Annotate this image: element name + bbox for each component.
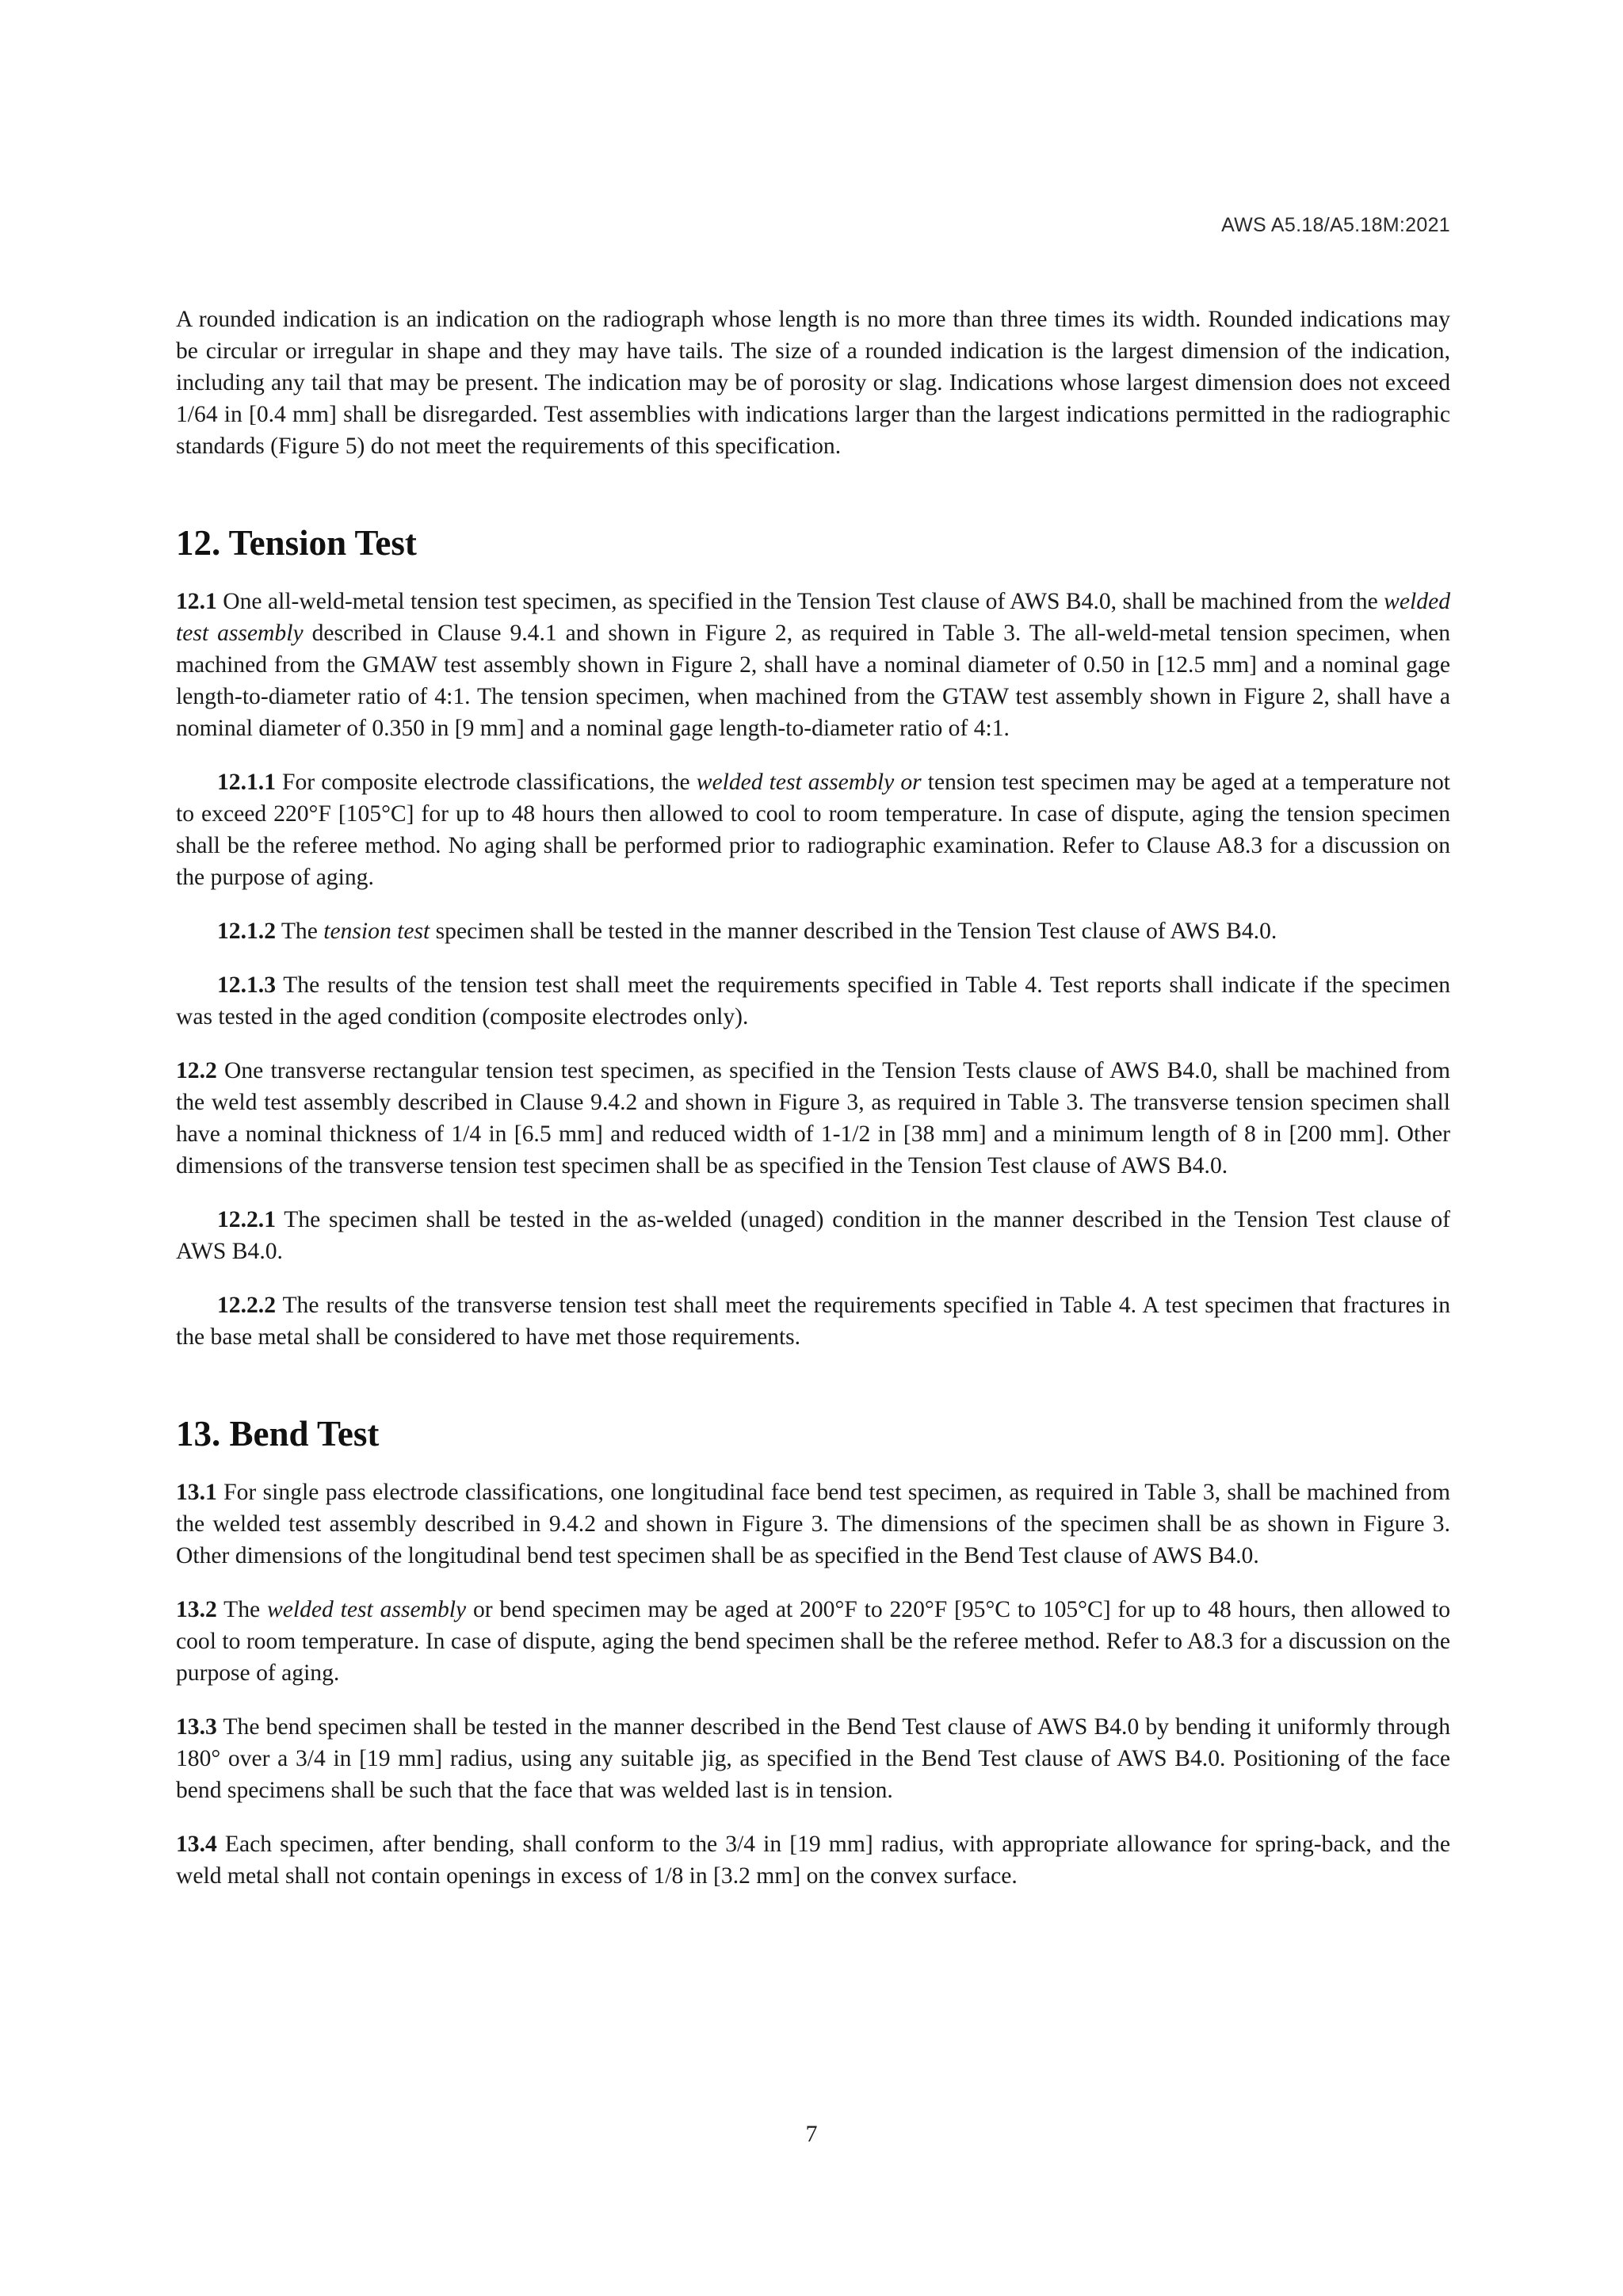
clause-12-1-2: 12.1.2 The tension test specimen shall be tested in the manner described in the Tension Test clause of AWS B4.0. [217,919,1277,944]
emphasis-term: welded test assembly [176,589,1450,646]
clause-12-1-1: 12.1.1 For composite electrode classifications, the welded test assembly or tension test specimen may be aged at a temperature not to exceed 220°F [105°C] for up to 48 hours then allowed to cool to room temperature. In case of dispute, aging the tension specimen shall be the referee method. No aging shall be performed prior to radiographic examination. Refer to Clause A8.3 for a discussion on the purpose of aging. [176,770,1451,890]
clause-number: 12.1.1 [217,770,276,795]
section-heading-tension-test: 12. Tension Test [176,523,417,563]
clause-13-2: 13.2 The welded test assembly or bend specimen may be aged at 200°F to 220°F [95°C to 105°C] for up to 48 hours, then allowed to cool to room temperature. In case of dispute, aging the bend specimen shall be the referee method. Refer to A8.3 for a discussion on the purpose of aging. [176,1597,1450,1686]
page-body [176,304,1450,1892]
clause-number: 13.3 [176,1714,217,1740]
section-heading-bend-test: 13. Bend Test [176,1414,380,1454]
running-header: AWS A5.18/A5.18M:2021 [1221,214,1450,236]
clause-12-2-2: 12.2.2 The results of the transverse tension test shall meet the requirements specified in Table 4. A test specimen that fractures in the base metal shall be considered to have met those requirements. [176,1293,1450,1350]
clause-number: 12.2 [176,1058,217,1083]
clause-number: 12.2.1 [217,1207,276,1232]
clause-12-1-3: 12.1.3 The results of the tension test shall meet the requirements specified in Table 4. Test reports shall indicate if the specimen was tested in the aged condition (composite electrodes only). [176,972,1450,1030]
emphasis-term: welded test assembly or [696,770,922,795]
clause-number: 12.1 [176,589,217,614]
clause-number: 13.4 [176,1832,217,1857]
clause-13-3: 13.3 The bend specimen shall be tested in the manner described in the Bend Test clause of AWS B4.0 by bending it uniformly through 180° over a 3/4 in [19 mm] radius, using any suitable jig, as specified in the Bend Test clause of AWS B4.0. Positioning of the face bend specimens shall be such that the face that was welded last is in tension. [176,1714,1450,1803]
clause-number: 13.1 [176,1480,217,1505]
page-number: 7 [805,2121,818,2147]
clause-12-2-1: 12.2.1 The specimen shall be tested in the as-welded (unaged) condition in the manner described in the Tension Test clause of AWS B4.0. [176,1207,1450,1264]
intro-paragraph: A rounded indication is an indication on the radiograph whose length is no more than three times its width. Rounded indications may be circular or irregular in shape and they may have tails. The size of a rounded indication is the largest dimension of the indication, including any tail that may be present. The indication may be of porosity or slag. Indications whose largest dimension does not exceed 1/64 in [0.4 mm] shall be disregarded. Test assemblies with indications larger than the largest indications permitted in the radiographic standards (Figure 5) do not meet the requirements of this specification. [176,307,1450,459]
clause-number: 12.2.2 [217,1293,276,1318]
clause-12-2: 12.2 One transverse rectangular tension test specimen, as specified in the Tension Tests clause of AWS B4.0, shall be machined from the weld test assembly described in Clause 9.4.2 and shown in Figure 3, as required in Table 3. The transverse tension specimen shall have a nominal thickness of 1/4 in [6.5 mm] and reduced width of 1-1/2 in [38 mm] and a minimum length of 8 in [200 mm]. Other dimensions of the transverse tension test specimen shall be as specified in the Tension Test clause of AWS B4.0. [176,1058,1450,1179]
clause-number: 12.1.3 [217,972,276,998]
clause-number: 12.1.2 [217,919,276,944]
clause-13-1: 13.1 For single pass electrode classifications, one longitudinal face bend test specimen, as required in Table 3, shall be machined from the welded test assembly described in 9.4.2 and shown in Figure 3. The dimensions of the specimen shall be as shown in Figure 3. Other dimensions of the longitudinal bend test specimen shall be as specified in the Bend Test clause of AWS B4.0. [176,1480,1450,1568]
clause-12-1: 12.1 One all-weld-metal tension test specimen, as specified in the Tension Test clause of AWS B4.0, shall be machined from the welded test assembly described in Clause 9.4.1 and shown in Figure 2, as required in Table 3. The all-weld-metal tension specimen, when machined from the GMAW test assembly shown in Figure 2, shall have a nominal diameter of 0.50 in [12.5 mm] and a nominal gage length-to-diameter ratio of 4:1. The tension specimen, when machined from the GTAW test assembly shown in Figure 2, shall have a nominal diameter of 0.350 in [9 mm] and a nominal gage length-to-diameter ratio of 4:1. [176,589,1450,741]
emphasis-term: welded test assembly [267,1597,467,1622]
emphasis-term: tension test [323,919,430,944]
clause-13-4: 13.4 Each specimen, after bending, shall conform to the 3/4 in [19 mm] radius, with appropriate allowance for spring-back, and the weld metal shall not contain openings in excess of 1/8 in [3.2 mm] on the convex surface. [176,1832,1450,1889]
clause-number: 13.2 [176,1597,217,1622]
